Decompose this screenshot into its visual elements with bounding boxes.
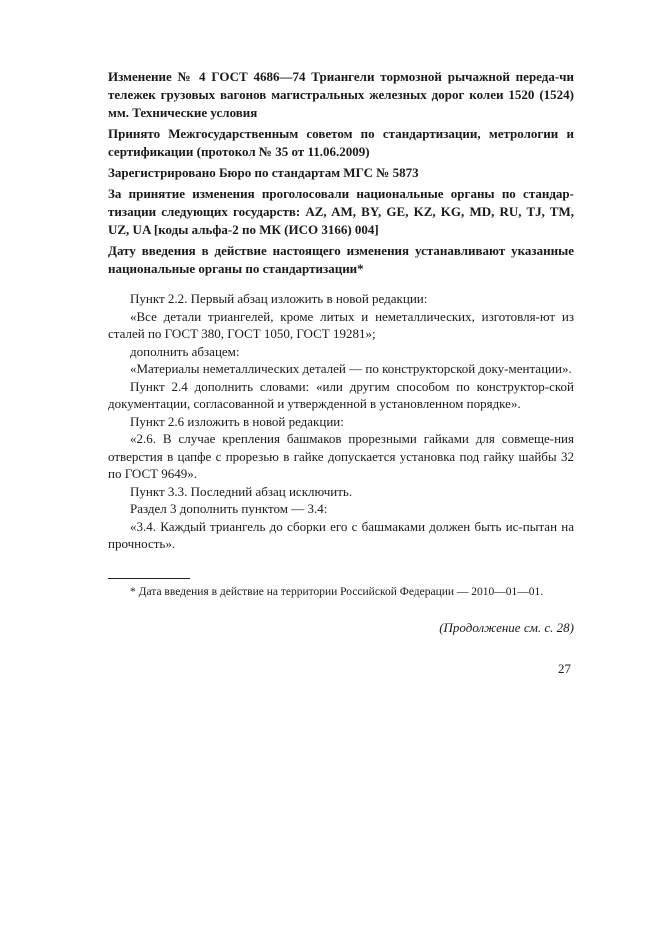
registration-note: Зарегистрировано Бюро по стандартам МГС № 5873 [108, 165, 419, 180]
paragraph-section-3: Раздел 3 дополнить пунктом — 3.4: [130, 501, 328, 516]
footnote-divider [108, 578, 190, 579]
amendment-body [108, 290, 574, 553]
continuation-note: (Продолжение см. с. 28) [439, 620, 574, 635]
paragraph-clause-2-6-text: «2.6. В случае крепления башмаков прорезными гайками для совмеще-ния отверстия в цапфе с прорезью в гайке допускается установка под гайку шайбы 32 по ГОСТ 9649». [108, 431, 574, 481]
effective-date-note: Дату введения в действие настоящего изменения устанавливают указанные национальные органы по стандартизации* [108, 243, 574, 276]
footnote: * Дата введения в действие на территории Российской Федерации — 2010—01—01. [130, 586, 544, 598]
voting-countries-note: За принятие изменения проголосовали национальные органы по стандар-тизации следующих государств: AZ, AM, BY, GE, KZ, KG, MD, RU, TJ, TM, UZ, UA [коды альфа-2 по МК (ИСО 3166) 004] [108, 186, 574, 237]
page-number: 27 [558, 661, 571, 676]
paragraph-clause-2-6: Пункт 2.6 изложить в новой редакции: [130, 413, 344, 429]
change-title: Изменение № 4 ГОСТ 4686—74 Триангели тормозной рычажной переда-чи тележек грузовых вагонов магистральных железных дорог колеи 1520 (1524) мм. Технические условия [108, 69, 574, 120]
paragraph-clause-2-2: Пункт 2.2. Первый абзац изложить в новой редакции: [130, 291, 428, 306]
paragraph-clause-2-2-text: «Все детали триангелей, кроме литых и неметаллических, изготовля-ют из сталей по ГОСТ 380, ГОСТ 1050, ГОСТ 19281»; [108, 308, 574, 341]
paragraph-add-paragraph: дополнить абзацем: [130, 343, 240, 359]
paragraph-clause-2-4: Пункт 2.4 дополнить словами: «или другим способом по конструктор-ской документации, согласованной и утвержденной в установленном порядке». [108, 378, 574, 411]
paragraph-nonmetal-materials: «Материалы неметаллических деталей — по конструкторской доку-ментации». [130, 361, 572, 376]
adoption-note: Принято Межгосударственным советом по стандартизации, метрологии и сертификации (протокол № 35 от 11.06.2009) [108, 126, 574, 159]
paragraph-clause-3-3: Пункт 3.3. Последний абзац исключить. [130, 483, 353, 499]
paragraph-clause-3-4-text: «3.4. Каждый триангель до сборки его с башмаками должен быть ис-пытан на прочность». [108, 518, 574, 551]
